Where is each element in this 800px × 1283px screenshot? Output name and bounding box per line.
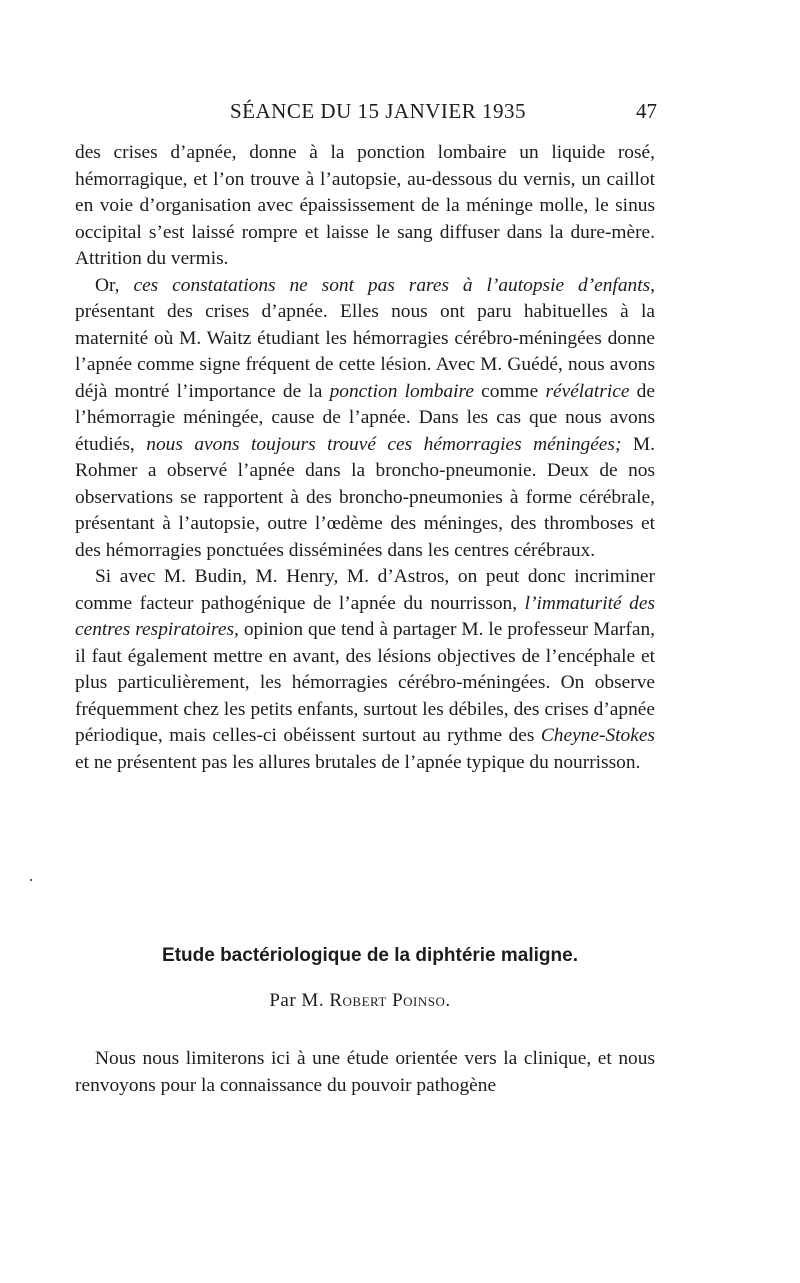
running-head-title: SÉANCE DU 15 JANVIER 1935 bbox=[230, 99, 526, 123]
p2-text-a: Or, bbox=[95, 274, 120, 296]
byline-prefix: Par M. bbox=[269, 990, 325, 1011]
p3-italic-d: Cheyne-Stokes bbox=[540, 725, 655, 746]
paragraph-2 bbox=[75, 273, 655, 565]
p2-text-c: présentant des crises d’apnée. Elles nous ont paru habituelles à la maternité où M. Waitz étudiant les hémorragies cérébro-méningées donne l’apnée comme signe fréquent de cette lésion. Avec M. Guédé, nous avons déjà montré l’importance de la bbox=[75, 301, 655, 402]
page-number: 47 bbox=[636, 99, 657, 123]
p2-text-i: M. Rohmer a observé l’apnée dans la broncho-pneumonie. Deux de nos observations se rapportent à des broncho-pneumonies à forme cérébrale, présentant à l’autopsie, outre l’œdème des méninges, des thromboses et des hémorragies ponctuées disséminées dans les centres cérébraux. bbox=[75, 433, 655, 561]
p3-text-c: opinion que tend à partager M. le professeur Marfan, il faut également mettre en avant, des lésions objectives de l’encéphale et plus particulièrement, les hémorragies cérébro-méningées. On observe fréquemment chez les petits enfants, surtout les débiles, des crises d’apnée périodique, mais celles-ci obéissent surtout au rythme des bbox=[75, 619, 655, 746]
margin-mark: · bbox=[28, 870, 34, 890]
paragraph-3 bbox=[75, 564, 655, 776]
p2-italic-d: ponction lombaire bbox=[329, 380, 474, 402]
p2-italic-h: nous avons toujours trouvé ces hémorragies méningées; bbox=[146, 433, 622, 455]
running-head bbox=[0, 99, 800, 127]
p3-text-a: Si avec M. Budin, M. Henry, M. d’Astros, on peut donc incriminer comme facteur pathogénique de l’apnée du nourrisson, bbox=[75, 566, 655, 614]
intro-paragraph: Nous nous limiterons ici à une étude orientée vers la clinique, et nous renvoyons pour la connaissance du pouvoir pathogène bbox=[75, 1048, 655, 1096]
body-text bbox=[75, 140, 655, 776]
paragraph-1: des crises d’apnée, donne à la ponction lombaire un liquide rosé, hémorragique, et l’on trouve à l’autopsie, au-dessous du vernis, un caillot en voie d’organisation avec épaississement de la méninge molle, le sinus occipital s’est laissé rompre et laisse le sang diffuser dans la dure-mère. Attrition du vermis. bbox=[75, 142, 655, 269]
intro-text bbox=[75, 1046, 655, 1099]
author-name: Robert Poinso. bbox=[329, 990, 451, 1011]
byline bbox=[0, 990, 720, 1012]
p2-italic-b: ces constatations ne sont pas rares à l’autopsie d’enfants, bbox=[133, 274, 655, 296]
p3-italic-b: l’immaturité des centres respiratoires, bbox=[75, 592, 655, 640]
p2-italic-f: révélatrice bbox=[545, 380, 630, 402]
p3-text-e: et ne présentent pas les allures brutales de l’apnée typique du nourrisson. bbox=[75, 751, 641, 773]
article-title: Etude bactériologique de la diphtérie maligne. bbox=[162, 945, 578, 966]
p2-text-e: comme bbox=[481, 380, 539, 402]
p2-text-g: de l’hémorragie méningée, cause de l’apnée. Dans les cas que nous avons étudiés, bbox=[75, 380, 655, 455]
